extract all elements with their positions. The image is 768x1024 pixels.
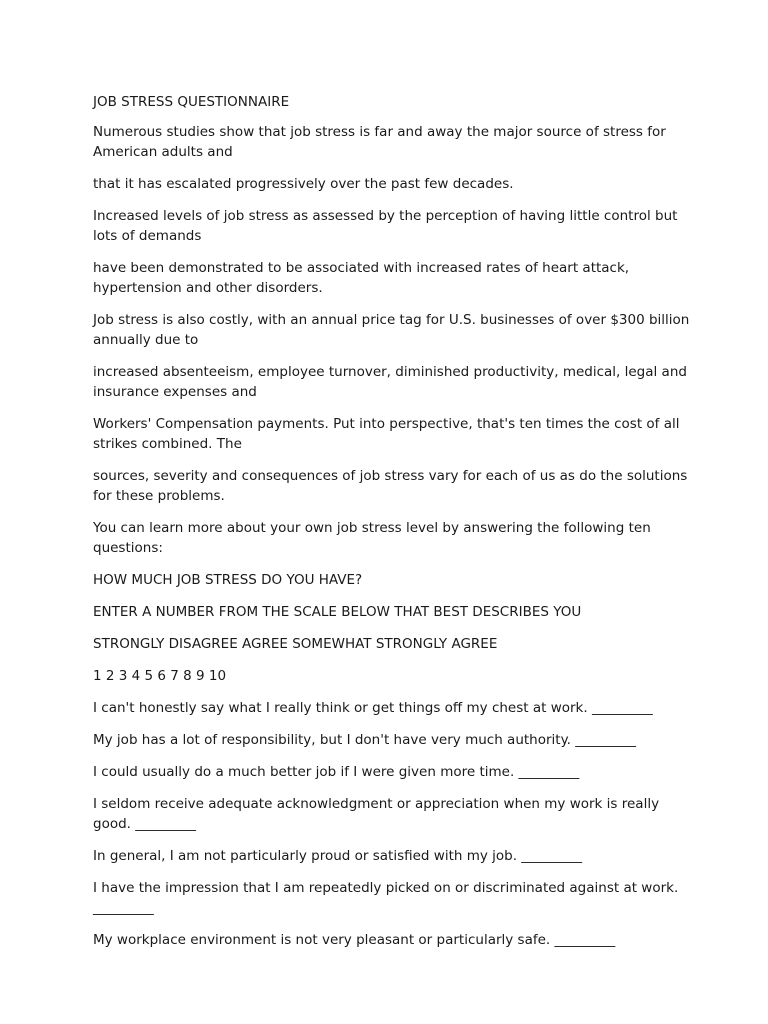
question-item: I can't honestly say what I really think or get things off my chest at work. _________ (93, 700, 653, 716)
instructions: ENTER A NUMBER FROM THE SCALE BELOW THAT BEST DESCRIBES YOU (93, 604, 582, 620)
question-item: I have the impression that I am repeatedly picked on or discriminated against at work. _________ (93, 880, 683, 916)
question-item: I seldom receive adequate acknowledgment or appreciation when my work is really good. _________ (93, 796, 664, 832)
question-item: My job has a lot of responsibility, but I don't have very much authority. _________ (93, 732, 636, 748)
scale-numbers: 1 2 3 4 5 6 7 8 9 10 (93, 668, 227, 684)
question-item: My workplace environment is not very pleasant or particularly safe. _________ (93, 932, 616, 948)
intro-paragraph: Workers' Compensation payments. Put into perspective, that's ten times the cost of all strikes combined. The (93, 416, 684, 452)
intro-paragraph: sources, severity and consequences of job stress vary for each of us as do the solutions for these problems. (93, 468, 692, 504)
question-item: I could usually do a much better job if I were given more time. _________ (93, 764, 580, 780)
intro-paragraph: Job stress is also costly, with an annual price tag for U.S. businesses of over $300 billion annually due to (93, 312, 694, 348)
intro-paragraph: Increased levels of job stress as assessed by the perception of having little control but lots of demands (93, 208, 682, 244)
intro-paragraph: have been demonstrated to be associated with increased rates of heart attack, hypertension and other disorders. (93, 260, 634, 296)
scale-labels: STRONGLY DISAGREE AGREE SOMEWHAT STRONGLY AGREE (93, 636, 498, 652)
question-item: In general, I am not particularly proud or satisfied with my job. _________ (93, 848, 583, 864)
intro-paragraph: Numerous studies show that job stress is far and away the major source of stress for American adults and (93, 124, 671, 160)
document-page (93, 92, 693, 962)
document-title: JOB STRESS QUESTIONNAIRE (93, 94, 290, 110)
intro-paragraph: increased absenteeism, employee turnover, diminished productivity, medical, legal and insurance expenses and (93, 364, 692, 400)
intro-paragraph: You can learn more about your own job stress level by answering the following ten questions: (93, 520, 656, 556)
section-heading: HOW MUCH JOB STRESS DO YOU HAVE? (93, 572, 363, 588)
intro-paragraph: that it has escalated progressively over the past few decades. (93, 176, 514, 192)
